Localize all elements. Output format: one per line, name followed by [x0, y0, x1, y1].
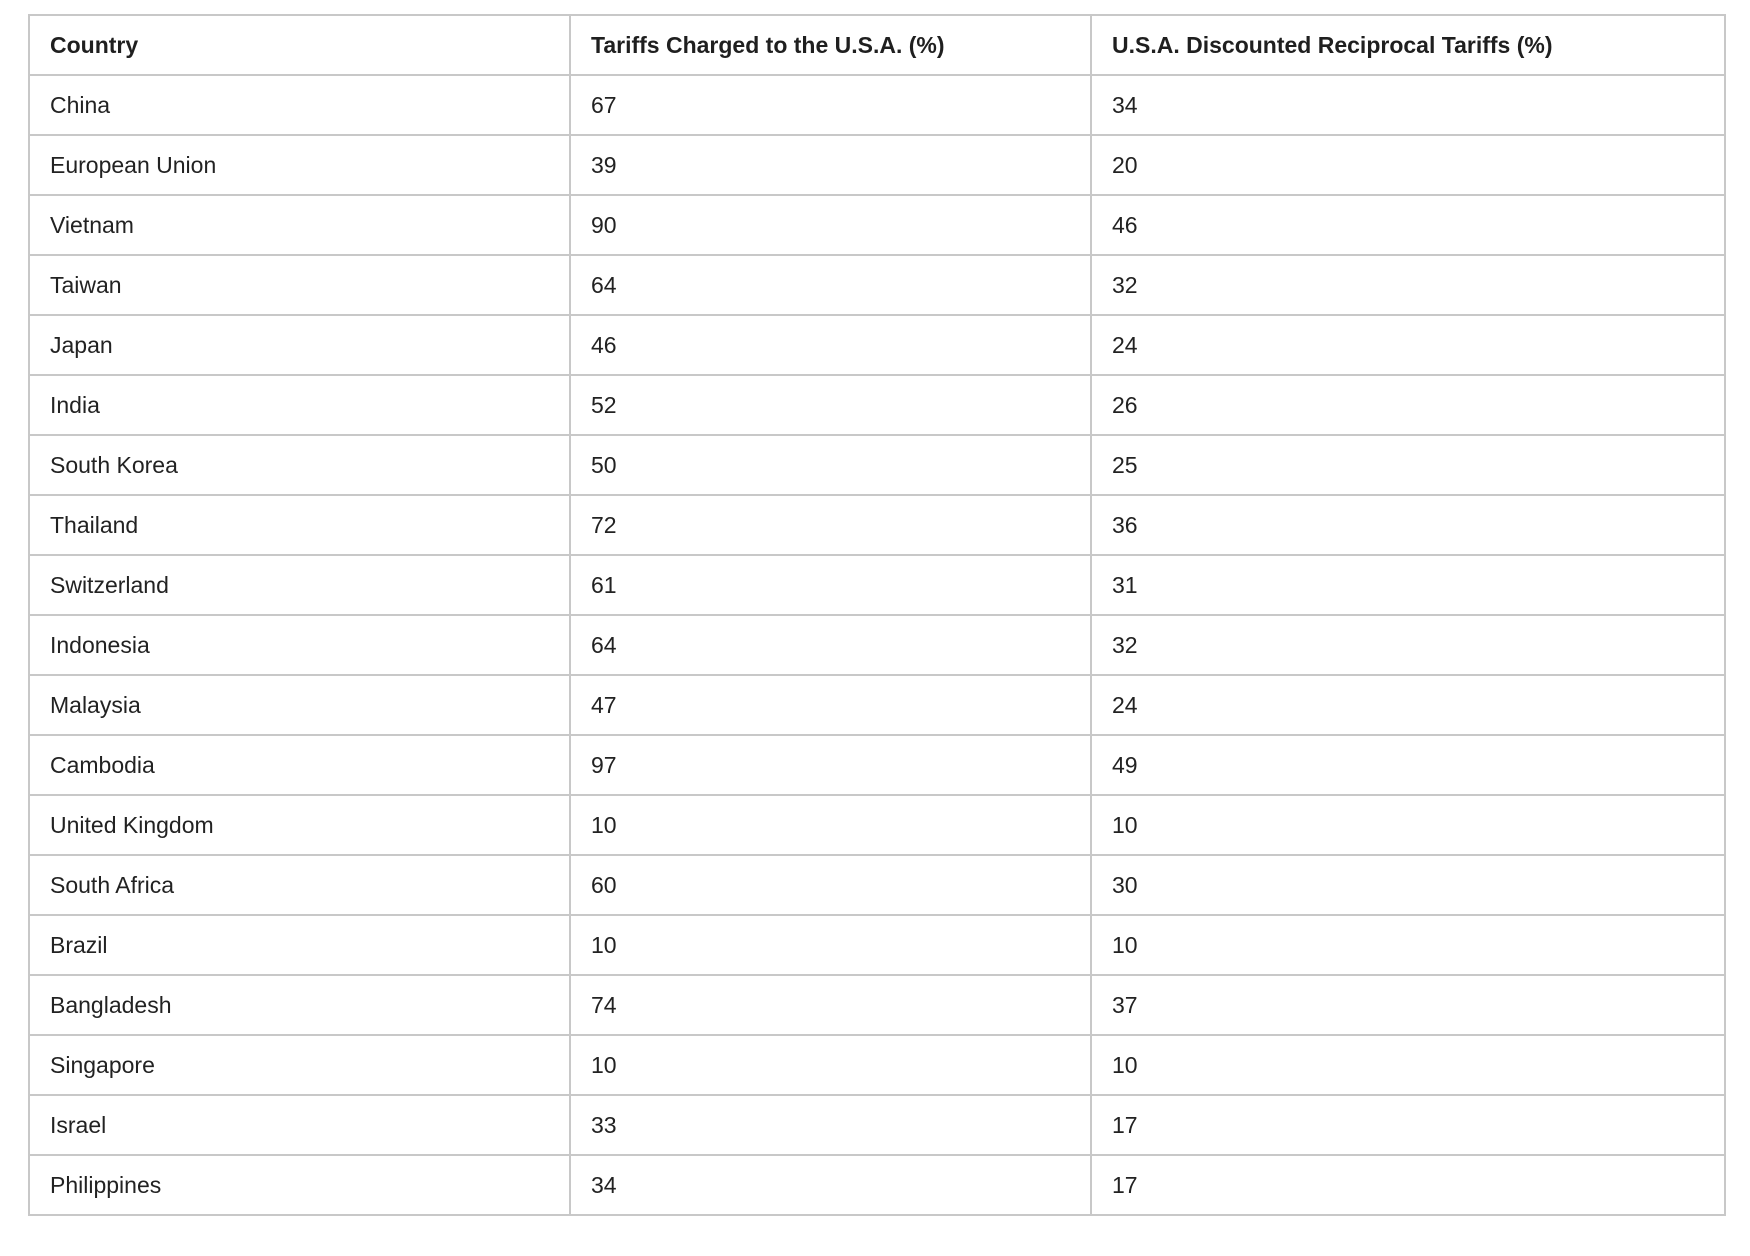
tariff-charged-cell: 97 [570, 735, 1091, 795]
table-row [29, 615, 1725, 675]
tariff-charged-cell: 34 [570, 1155, 1091, 1215]
reciprocal-tariff-cell: 10 [1091, 915, 1725, 975]
table-row [29, 1155, 1725, 1215]
tariff-charged-cell: 10 [570, 915, 1091, 975]
tariff-charged-cell: 64 [570, 615, 1091, 675]
reciprocal-tariff-cell: 31 [1091, 555, 1725, 615]
tariff-charged-cell: 39 [570, 135, 1091, 195]
country-cell: Bangladesh [29, 975, 570, 1035]
tariff-charged-cell: 64 [570, 255, 1091, 315]
tariff-charged-cell: 47 [570, 675, 1091, 735]
table-row [29, 1095, 1725, 1155]
country-cell: Thailand [29, 495, 570, 555]
tariff-charged-cell: 72 [570, 495, 1091, 555]
table-body [29, 75, 1725, 1215]
header-reciprocal-tariffs: U.S.A. Discounted Reciprocal Tariffs (%) [1091, 15, 1725, 75]
reciprocal-tariff-cell: 32 [1091, 255, 1725, 315]
country-cell: China [29, 75, 570, 135]
table-row [29, 255, 1725, 315]
reciprocal-tariff-cell: 36 [1091, 495, 1725, 555]
table-row [29, 495, 1725, 555]
tariff-charged-cell: 74 [570, 975, 1091, 1035]
country-cell: Vietnam [29, 195, 570, 255]
tariff-charged-cell: 60 [570, 855, 1091, 915]
table-row [29, 675, 1725, 735]
reciprocal-tariff-cell: 20 [1091, 135, 1725, 195]
tariff-charged-cell: 90 [570, 195, 1091, 255]
country-cell: South Africa [29, 855, 570, 915]
country-cell: European Union [29, 135, 570, 195]
table-row [29, 315, 1725, 375]
country-cell: India [29, 375, 570, 435]
table-row [29, 555, 1725, 615]
country-cell: Switzerland [29, 555, 570, 615]
table-row [29, 435, 1725, 495]
reciprocal-tariff-cell: 17 [1091, 1155, 1725, 1215]
header-row [29, 15, 1725, 75]
reciprocal-tariff-cell: 30 [1091, 855, 1725, 915]
table-row [29, 135, 1725, 195]
country-cell: Singapore [29, 1035, 570, 1095]
reciprocal-tariff-cell: 10 [1091, 795, 1725, 855]
country-cell: Cambodia [29, 735, 570, 795]
reciprocal-tariff-cell: 46 [1091, 195, 1725, 255]
header-country: Country [29, 15, 570, 75]
reciprocal-tariff-cell: 49 [1091, 735, 1725, 795]
reciprocal-tariff-cell: 24 [1091, 315, 1725, 375]
reciprocal-tariff-cell: 10 [1091, 1035, 1725, 1095]
tariff-charged-cell: 33 [570, 1095, 1091, 1155]
table-row [29, 855, 1725, 915]
reciprocal-tariff-cell: 34 [1091, 75, 1725, 135]
tariff-charged-cell: 50 [570, 435, 1091, 495]
country-cell: Philippines [29, 1155, 570, 1215]
tariff-charged-cell: 10 [570, 795, 1091, 855]
country-cell: Israel [29, 1095, 570, 1155]
table-row [29, 75, 1725, 135]
table-row [29, 975, 1725, 1035]
table-row [29, 735, 1725, 795]
table-header [29, 15, 1725, 75]
reciprocal-tariff-cell: 37 [1091, 975, 1725, 1035]
country-cell: Brazil [29, 915, 570, 975]
tariff-charged-cell: 10 [570, 1035, 1091, 1095]
table-row [29, 375, 1725, 435]
tariff-table [28, 14, 1726, 1216]
reciprocal-tariff-cell: 26 [1091, 375, 1725, 435]
tariff-table-container [28, 14, 1724, 1216]
tariff-charged-cell: 61 [570, 555, 1091, 615]
reciprocal-tariff-cell: 25 [1091, 435, 1725, 495]
tariff-charged-cell: 67 [570, 75, 1091, 135]
reciprocal-tariff-cell: 24 [1091, 675, 1725, 735]
country-cell: Taiwan [29, 255, 570, 315]
reciprocal-tariff-cell: 17 [1091, 1095, 1725, 1155]
country-cell: Japan [29, 315, 570, 375]
reciprocal-tariff-cell: 32 [1091, 615, 1725, 675]
table-row [29, 795, 1725, 855]
header-tariffs-charged: Tariffs Charged to the U.S.A. (%) [570, 15, 1091, 75]
table-row [29, 915, 1725, 975]
country-cell: South Korea [29, 435, 570, 495]
country-cell: Malaysia [29, 675, 570, 735]
country-cell: United Kingdom [29, 795, 570, 855]
tariff-charged-cell: 46 [570, 315, 1091, 375]
table-row [29, 1035, 1725, 1095]
tariff-charged-cell: 52 [570, 375, 1091, 435]
table-row [29, 195, 1725, 255]
country-cell: Indonesia [29, 615, 570, 675]
